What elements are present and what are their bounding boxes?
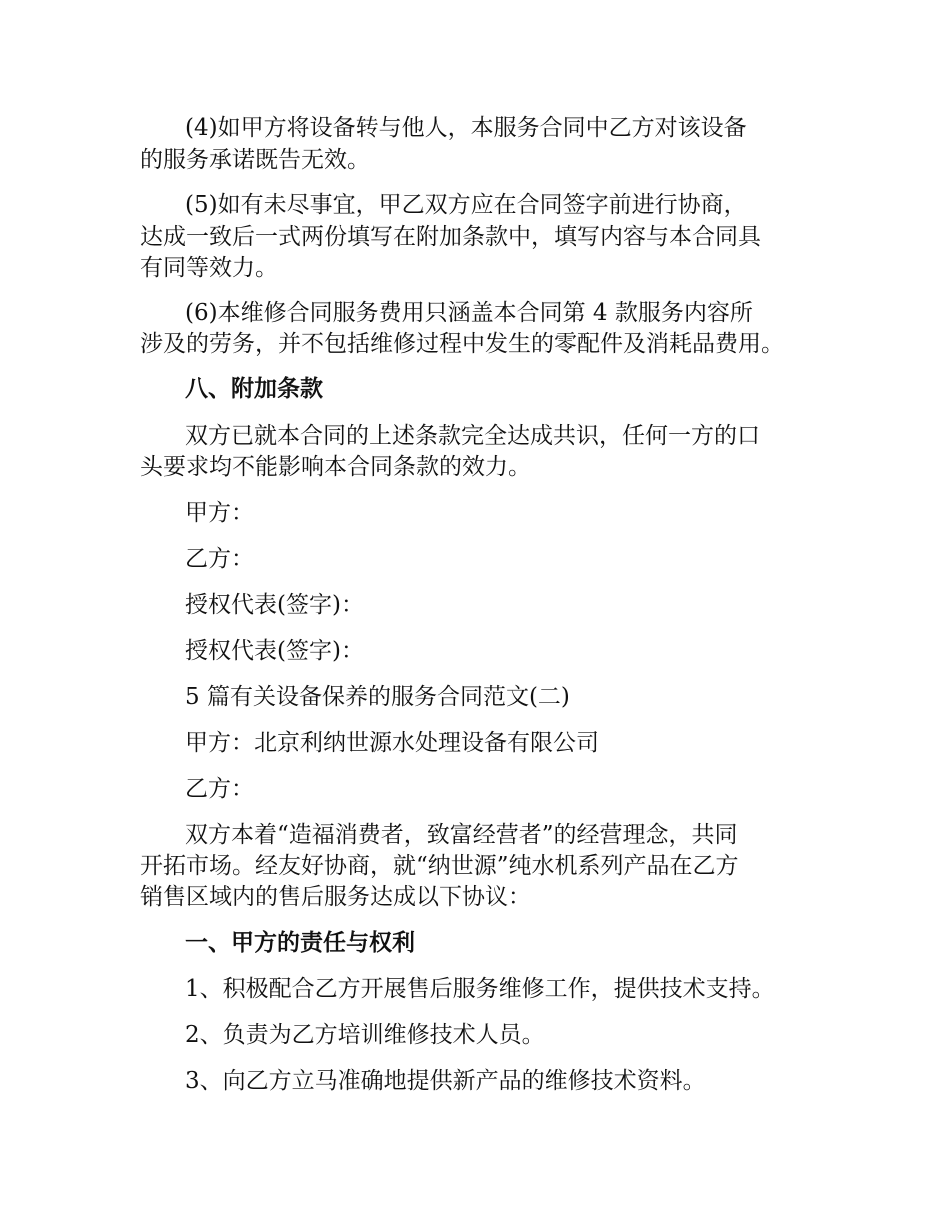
party-b-label: 乙方： <box>185 546 254 572</box>
paragraph-5-line-1: (5)如有未尽事宜，甲乙双方应在合同签字前进行协商， <box>185 192 747 218</box>
consensus-line-1: 双方已就本合同的上述条款完全达成共识，任何一方的口 <box>185 423 760 449</box>
paragraph-4-line-2: 的服务承诺既告无效。 <box>140 147 370 173</box>
duty-item-2: 2、负责为乙方培训维修技术人员。 <box>185 1022 545 1048</box>
duty-item-3: 3、向乙方立马准确地提供新产品的维修技术资料。 <box>185 1068 706 1094</box>
paragraph-4-line-1: (4)如甲方将设备转与他人，本服务合同中乙方对该设备 <box>185 115 747 141</box>
intro-line-3: 销售区域内的售后服务达成以下协议： <box>140 884 531 910</box>
intro-line-2: 开拓市场。经友好协商，就“纳世源”纯水机系列产品在乙方 <box>140 853 739 879</box>
consensus-line-2: 头要求均不能影响本合同条款的效力。 <box>140 454 531 480</box>
authorized-rep-1: 授权代表(签字)： <box>185 592 364 618</box>
paragraph-5-line-2: 达成一致后一式两份填写在附加条款中，填写内容与本合同具 <box>140 224 761 250</box>
authorized-rep-2: 授权代表(签字)： <box>185 638 364 664</box>
duty-item-1: 1、积极配合乙方开展售后服务维修工作，提供技术支持。 <box>185 976 775 1002</box>
paragraph-6-line-1: (6)本维修合同服务费用只涵盖本合同第 4 款服务内容所 <box>185 300 753 326</box>
second-contract-title: 5 篇有关设备保养的服务合同范文(二) <box>185 684 570 710</box>
party-a-label: 甲方： <box>185 500 254 526</box>
paragraph-5-line-3: 有同等效力。 <box>140 255 278 281</box>
paragraph-6-line-2: 涉及的劳务，并不包括维修过程中发生的零配件及消耗品费用。 <box>140 331 784 357</box>
intro-line-1: 双方本着“造福消费者，致富经营者”的经营理念，共同 <box>185 822 738 848</box>
section-heading-additional-terms: 八、附加条款 <box>185 376 323 402</box>
section-heading-party-a-duties: 一、甲方的责任与权利 <box>185 930 415 956</box>
second-party-a: 甲方：北京利纳世源水处理设备有限公司 <box>185 730 599 756</box>
second-party-b: 乙方： <box>185 776 254 802</box>
